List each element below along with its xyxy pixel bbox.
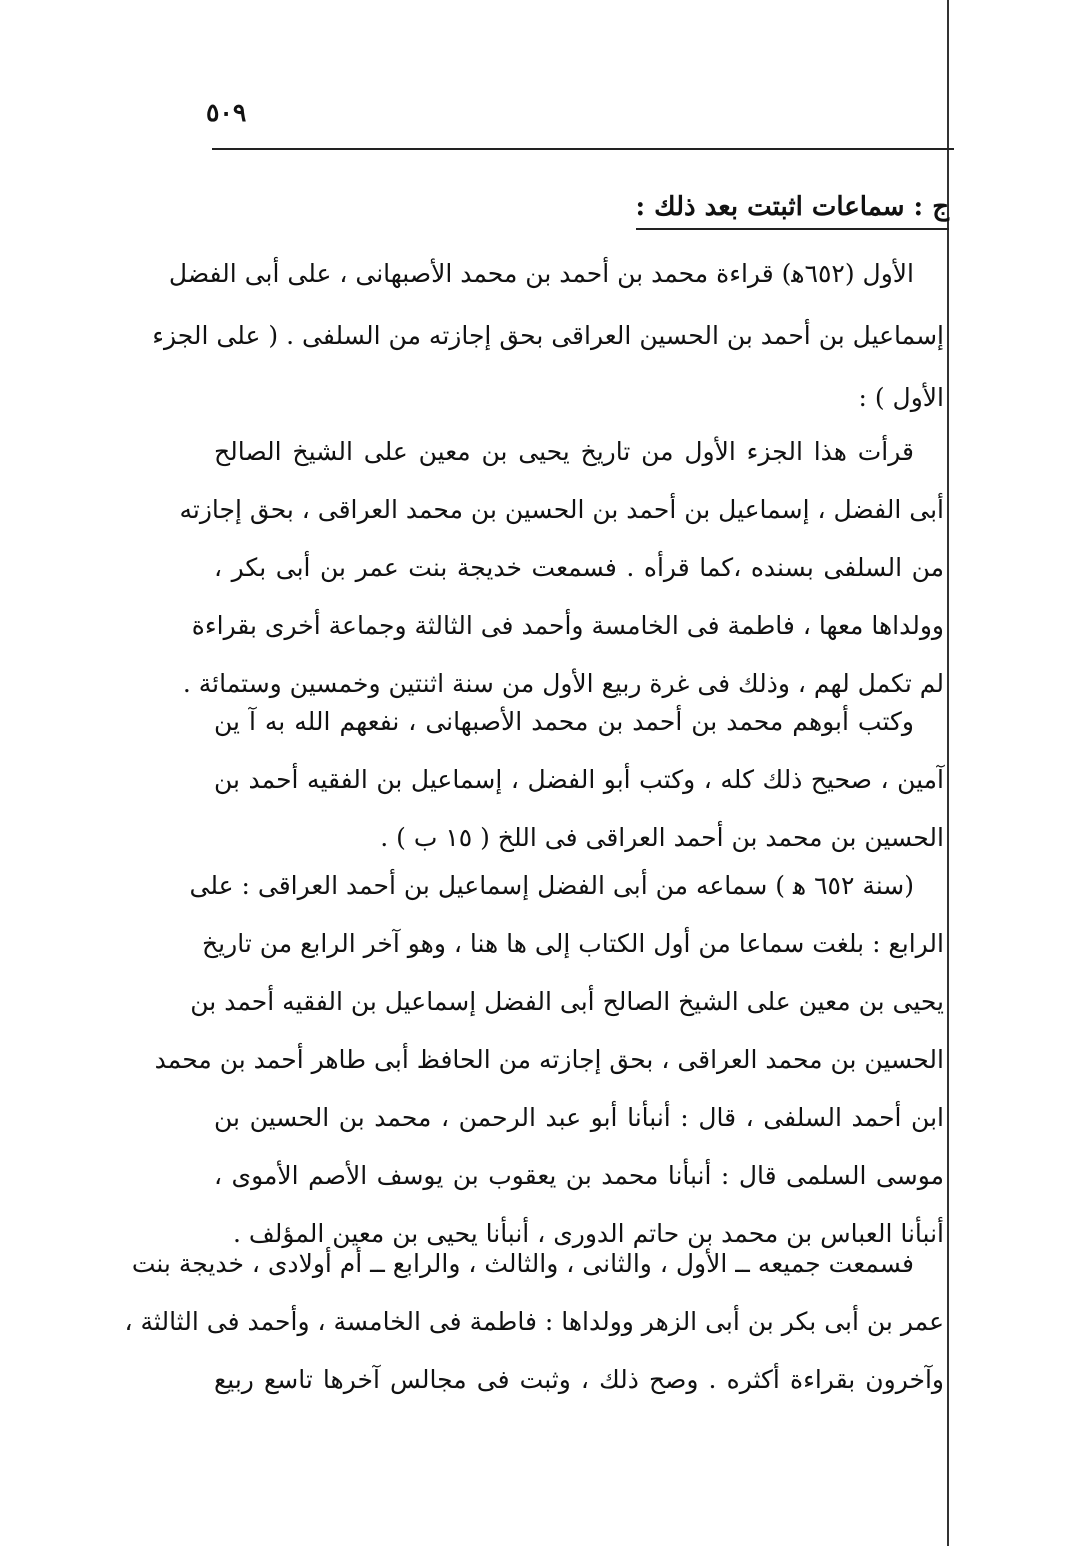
paragraph-3 [214, 693, 944, 867]
text-line: فسمعت جميعه ــ الأول ، والثانى ، والثالث ، والرابع ــ أم أولادى ، خديجة بنت [131, 1249, 914, 1278]
text-line: الحسين بن محمد العراقى ، بحق إجازته من الحافظ أبى طاهر أحمد بن محمد [154, 1045, 944, 1074]
text-line: وولداها معها ، فاطمة فى الخامسة وأحمد فى الثالثة وجماعة أخرى بقراءة [191, 611, 944, 640]
text-line: الأول (٦٥٢ﻫ) قراءة محمد بن أحمد بن محمد الأصبهانى ، على أبى الفضل [168, 259, 914, 288]
paragraph-5 [124, 1235, 944, 1409]
paragraph-4 [154, 857, 944, 1263]
text-line: أنبأنا العباس بن محمد بن حاتم الدورى ، أنبأنا يحيى بن معين المؤلف . [233, 1219, 944, 1248]
text-line: الرابع : بلغت سماعا من أول الكتاب إلى ها هنا ، وهو آخر الرابع من تاريخ [202, 929, 944, 958]
text-line: وآخرون بقراءة أكثره . وصح ذلك ، وثبت فى مجالس آخرها تاسع ربيع [214, 1365, 944, 1394]
header-rule [212, 148, 954, 150]
text-line: من السلفى بسنده ،كما قرأه . فسمعت خديجة بنت عمر بن أبى بكر ، [214, 553, 944, 582]
paragraph-2 [179, 423, 944, 713]
text-line: موسى السلمى قال : أنبأنا محمد بن يعقوب بن يوسف الأصم الأموى ، [214, 1161, 944, 1190]
text-line: وكتب أبوهم محمد بن أحمد بن محمد الأصبهانى ، نفعهم الله به آ ين [214, 707, 914, 736]
page-number: ٥٠٩ [206, 98, 247, 127]
text-line: آمين ، صحيح ذلك كله ، وكتب أبو الفضل ، إسماعيل بن الفقيه أحمد بن [214, 765, 944, 794]
section-heading: ج : سماعات اثبتت بعد ذلك : [636, 192, 949, 230]
text-line: لم تكمل لهم ، وذلك فى غرة ربيع الأول من سنة اثنتين وخمسين وستمائة . [182, 669, 944, 698]
page-edge-rule [947, 0, 949, 1546]
text-line: (سنة ٦٥٢ ﻫ ) سماعه من أبى الفضل إسماعيل بن أحمد العراقى : على [189, 871, 914, 900]
text-line: يحيى بن معين على الشيخ الصالح أبى الفضل إسماعيل بن الفقيه أحمد بن [190, 987, 944, 1016]
text-line: قرأت هذا الجزء الأول من تاريخ يحيى بن معين على الشيخ الصالح [214, 437, 914, 466]
text-line: ابن أحمد السلفى ، قال : أنبأنا أبو عبد الرحمن ، محمد بن الحسين بن [214, 1103, 944, 1132]
text-line: عمر بن أبى بكر بن أبى الزهر وولداها : فاطمة فى الخامسة ، وأحمد فى الثالثة ، [124, 1307, 944, 1336]
paragraph-1 [152, 243, 944, 429]
text-line: إسماعيل بن أحمد بن الحسين العراقى بحق إجازته من السلفى . ( على الجزء [152, 321, 944, 350]
text-line: الأول ) : [858, 383, 944, 412]
text-line: الحسين بن محمد بن أحمد العراقى فى اللخ ( ١٥ ب ) . [380, 823, 944, 852]
text-line: أبى الفضل ، إسماعيل بن أحمد بن الحسين بن محمد العراقى ، بحق إجازته [179, 495, 944, 524]
